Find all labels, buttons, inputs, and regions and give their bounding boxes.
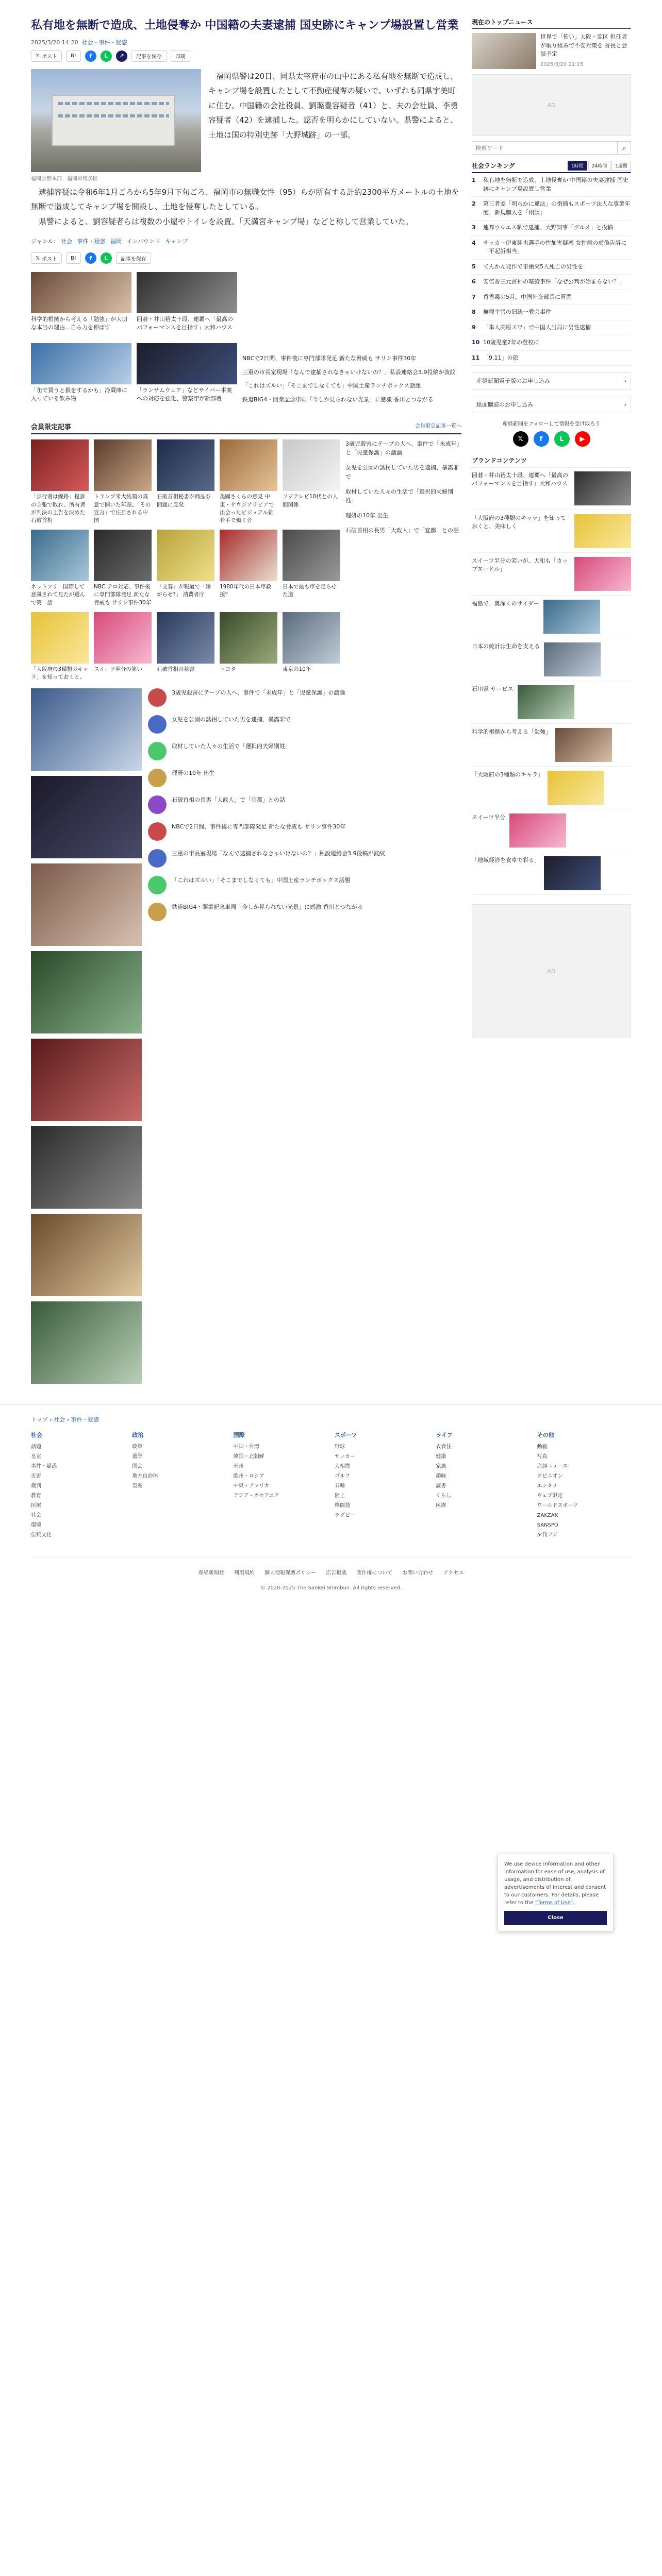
brand-item[interactable]: スイーツ半分の笑いが、大和も「カップヌードル」: [472, 553, 631, 596]
news-link[interactable]: 取材していた人々の生活で「選択的夫婦別姓」: [345, 488, 453, 504]
recommend-card[interactable]: 「缶で買うと損をするかも」冷蔵庫に入っている飲み物: [31, 343, 131, 409]
story-photo[interactable]: [31, 863, 142, 946]
footer-col: 社会 話題 皇室 事件・疑惑 災害 裁判 教育 医療 社会 環境 伝統文化: [31, 1432, 57, 1538]
article-card[interactable]: フジテレビ10代との人間関係: [283, 439, 340, 524]
breadcrumb-link[interactable]: 事件・疑惑: [71, 1416, 100, 1423]
tag-list: ジャンル： 社会 事件・疑惑 福岡 インバウンド キャンプ: [31, 238, 188, 245]
sidebar: [472, 0, 631, 1384]
share-bar: [31, 50, 461, 62]
post-button[interactable]: 𝕏 ポスト: [31, 252, 62, 264]
tag-link[interactable]: 事件・疑惑: [77, 238, 106, 245]
ranking-item[interactable]: 6 安倍晋三元首相の暗殺事件「なぜ公判が始まらない？」: [472, 275, 631, 290]
article-card[interactable]: 石破首相の秘書: [157, 612, 214, 681]
members-grid: [31, 439, 340, 681]
breadcrumb: トップ › 社会 › 事件・疑惑: [31, 1416, 100, 1423]
footer-link[interactable]: 著作権について: [356, 1570, 393, 1577]
ad-slot: AD: [472, 74, 631, 136]
mid-list: [345, 439, 461, 681]
print-button[interactable]: 印刷: [171, 50, 190, 62]
more-stories: [31, 688, 461, 1384]
story-photo[interactable]: [31, 1126, 142, 1209]
main-column: [31, 0, 461, 1384]
story-row[interactable]: 鉄道BIG4・開業記念車両「今しか見られない光景」に感激 香川とつながる: [148, 903, 457, 921]
brand-item[interactable]: スイーツ半分: [472, 809, 631, 852]
search-input[interactable]: [472, 141, 618, 155]
article-body-lead: [208, 69, 461, 182]
save-article-button[interactable]: 記事を保存: [131, 50, 167, 62]
x-icon: 𝕏: [36, 255, 40, 261]
tab-1w[interactable]: 1週間: [611, 161, 631, 171]
story-row[interactable]: 女児を公園の誘拐していた男を逮捕、暴露罪で: [148, 715, 457, 734]
chevron-right-icon: ›: [624, 377, 626, 384]
article-meta: [31, 38, 461, 46]
story-list: [148, 688, 457, 1384]
recommend-card[interactable]: 科学的根拠から考える「勉強」が大切な本当の理由…自ら力を伸ばす: [31, 272, 131, 338]
article-card[interactable]: 日本で最も車を走らせた道: [283, 530, 340, 607]
members-section-head: 会員限定記事 会員限定記事一覧へ: [31, 421, 461, 434]
more-link[interactable]: 会員限定記事一覧へ: [415, 423, 461, 430]
hatena-button[interactable]: B!: [66, 252, 81, 264]
footer-link[interactable]: 個人情報保護ポリシー: [264, 1570, 317, 1577]
brand-item[interactable]: 「大阪府の3種類のキャラ」: [472, 767, 631, 809]
news-link[interactable]: 3歳児殺害にテーブの人へ、事件で「未成年」と「児童保護」の議論: [345, 440, 459, 456]
subscribe-paper-button[interactable]: 紙面購読のお申し込み ›: [472, 396, 631, 413]
facebook-icon[interactable]: f: [85, 50, 96, 62]
brand-head: ブランドコンテンツ: [472, 456, 631, 467]
recommend-grid: [31, 272, 237, 409]
news-list: [242, 354, 459, 409]
brand-item[interactable]: 囲碁・井山裕太十段、連覇へ「最高のパフォーマンスを目指す」大和ハウス: [472, 467, 631, 510]
ranking-item[interactable]: 2 第三者委「明らかに違法」の指摘もスポーツ法人な事業年度、新規購入を「相談」: [472, 197, 631, 221]
search-icon: ⌕: [622, 144, 626, 151]
terms-link[interactable]: "Terms of Use".: [535, 1900, 575, 1906]
article-card[interactable]: 「歩行者は線路」提訴の主張で敗れ、所有者が判決の上告を決めた石破首相: [31, 439, 89, 524]
story-photo[interactable]: [31, 1039, 142, 1121]
article-body: [31, 185, 461, 229]
article-card[interactable]: 東京の10年: [283, 612, 340, 681]
facebook-icon[interactable]: f: [85, 252, 96, 264]
tag-link[interactable]: 社会: [61, 238, 73, 245]
article-lead: [31, 69, 461, 182]
brand-item[interactable]: 「大阪府の3種類のキャラ」を知っておくと、美味しく: [472, 510, 631, 553]
footer-links: [31, 1557, 631, 1576]
x-icon: 𝕏: [36, 53, 40, 59]
article-card[interactable]: 「文春」が報道で「嫌がらせ?」 消費者庁: [157, 530, 214, 607]
news-link[interactable]: 理研の10年 出生: [345, 512, 389, 519]
footer-link[interactable]: 産経新聞社: [198, 1570, 224, 1577]
ranking-item[interactable]: 1 私有地を無断で造成、土地侵奪か 中国籍の夫妻逮捕 国史跡にキャンプ場設置し営業: [472, 173, 631, 197]
ranking-item[interactable]: 9 「隼人高原スワ」で中国人当局に男性逮捕: [472, 320, 631, 336]
story-photo[interactable]: [31, 951, 142, 1033]
article-card[interactable]: トランプ米大統領の真意で開いた年頭、「その宣言」で注目される中国: [94, 439, 152, 524]
ranking-item[interactable]: 3 連邦ウルエス駅で逮捕、大野知事「グルメ」と投稿: [472, 221, 631, 236]
footer: [0, 1404, 662, 1614]
ranking-item[interactable]: 4 サッカー伊東純也選手の性加害疑惑 女性側の虚偽告訴に「不起訴相当」: [472, 236, 631, 260]
story-row[interactable]: 石破首相の長男「大政人」で「宜都」との話: [148, 795, 457, 814]
ranking-item[interactable]: 5 てんかん発作で車衝突5人死亡の男性を: [472, 260, 631, 275]
youtube-icon[interactable]: ▶: [575, 431, 590, 447]
copyright: © 2020-2025 The Sankei Shimbun. All rights reserved.: [260, 1585, 402, 1591]
brand-list: [472, 467, 631, 895]
brand-item[interactable]: 福島で、奥深くのサイダー: [472, 596, 631, 638]
ranking-item[interactable]: 8 無罪主張の旧統一教会事件: [472, 305, 631, 320]
footer-col: 政治 政策 選挙 国会 地方自治体 皇室: [132, 1432, 158, 1489]
sns-links: [472, 431, 631, 447]
footer-link[interactable]: アクセス: [443, 1570, 464, 1577]
recommend-section: [31, 272, 461, 409]
ranking-list: [472, 173, 631, 366]
top-news-photo: [472, 33, 536, 69]
hatena-button[interactable]: B!: [66, 50, 81, 62]
article-paragraph: 逮捕容疑は令和6年1月ごろから5年9月下旬ごろ、福岡市の無職女性（95）らが所有する計約2300平方メートルの土地を無断で造成してキャンプ場を開設し、土地を侵奪したとしている。: [31, 187, 459, 212]
article-card[interactable]: 美國さくらの意見 中東・サウジアラビアで出会ったビジュアル雑 若手で働く音: [220, 439, 277, 524]
footer-link[interactable]: 広告掲載: [326, 1570, 347, 1577]
article-title: 私有地を無断で造成、土地侵奪か 中国籍の夫妻逮捕 国史跡にキャンプ場設置し営業: [31, 19, 459, 32]
cookie-banner: We use device information and other information for ease of use, analysis of usage, and distribution of advertisements of interest and consent to our customers. For details, please refer to the "Terms of Use". Close: [498, 1854, 614, 1931]
footer-link[interactable]: お問い合わせ: [402, 1570, 434, 1577]
search-button[interactable]: [618, 141, 631, 155]
story-row[interactable]: 「これはズルい」「そこまでしなくても」中国土産ランチボックス話題: [148, 876, 457, 894]
top-news-head: 現在のトップニュース: [472, 18, 631, 29]
article-photo: [31, 69, 201, 172]
story-row[interactable]: 取材していた人々の生活で「選択的夫婦別姓」: [148, 742, 457, 760]
subscribe-digital-button[interactable]: 産経新聞電子版のお申し込み ›: [472, 372, 631, 389]
article-card[interactable]: スイーツ半分の笑い: [94, 612, 152, 681]
brand-item[interactable]: 「地域経済を食卓で彩る」: [472, 852, 631, 895]
ranking-item[interactable]: 7 香香毒の5月，中国外交部長に質問: [472, 290, 631, 306]
story-row[interactable]: 3歳児殺害にテーブの人へ、事件で「未成年」と「児童保護」の議論: [148, 688, 457, 707]
tab-1h[interactable]: 1時間: [568, 161, 587, 171]
footer-columns: [31, 1431, 631, 1540]
photo-caption: 福岡県警本部＝福岡市博多区: [31, 176, 98, 182]
news-link[interactable]: 三重の市長室現場「なんで逮捕されなきゃいけないの？」私設連絡会3.9投稿が波紋: [242, 368, 456, 376]
share-icon[interactable]: ↗: [116, 50, 127, 62]
ranking-item[interactable]: 10 10歳児童2年の登校に: [472, 335, 631, 351]
top-news-item[interactable]: 世界で「怖い」大阪・淀区 担任者が取り組みで不安対策を 首長と会談予定 2025/3/20 21:15: [472, 33, 631, 69]
cookie-close-button[interactable]: Close: [504, 1911, 607, 1925]
story-row[interactable]: 三重の市長室現場「なんで逮捕されなきゃいけないの？」私設連絡会3.9投稿が波紋: [148, 849, 457, 868]
news-link[interactable]: 鉄道BIG4・開業記念車両「今しか見られない光景」に感激 香川とつながる: [242, 396, 434, 403]
search-box: [472, 141, 631, 155]
article-category[interactable]: 社会・事件・疑惑: [81, 39, 127, 46]
article-card[interactable]: 1980年代の日本車救援？: [220, 530, 277, 607]
ad-slot: AD: [472, 904, 631, 1038]
article-card[interactable]: 石破首相秘書が商品券問題に反発: [157, 439, 214, 524]
footer-link[interactable]: 利用規約: [234, 1570, 255, 1577]
article-card[interactable]: トヨタ: [220, 612, 277, 681]
line-icon[interactable]: L: [101, 252, 112, 264]
recommend-card[interactable]: 「ランサムウェア」などサイバー事案への対応を強化、警察庁が新部署: [137, 343, 237, 409]
story-photo[interactable]: [31, 776, 142, 858]
article-date: 2025/3/20 14:20: [31, 39, 78, 46]
article-card[interactable]: ネットフリ一国際して意識されて見たが選んで第一話: [31, 530, 89, 607]
tag-link[interactable]: キャンプ: [165, 238, 188, 245]
footer-col: その他 動画 写真 産経ニュース オピニオン エンタメ ウェブ限定 ワールドスポーツ ZAKZAK SANSPO 夕刊フジ: [537, 1432, 578, 1538]
brand-item[interactable]: 科学的根拠から考える「勉強」: [472, 724, 631, 767]
footer-col: ライフ 衣食住 健康 家族 趣味 読書 くらし 医療: [436, 1432, 453, 1509]
tab-24h[interactable]: 24時間: [588, 161, 610, 171]
line-icon[interactable]: L: [101, 50, 112, 62]
article-card[interactable]: 「大阪府の3種類のキャラ」を知っておくと、: [31, 612, 89, 681]
story-photo[interactable]: [31, 1301, 142, 1384]
ranking-head: 社会ランキング 1時間 24時間 1週間: [472, 161, 631, 173]
chevron-right-icon: ›: [624, 401, 626, 408]
footer-col: スポーツ 野球 サッカー 大相撲 ゴルフ 五輪 陸上 格闘技 ラグビー: [334, 1432, 357, 1519]
brand-item[interactable]: 日本の統計は生命を支える: [472, 638, 631, 681]
ranking-item[interactable]: 11 「9.11」の旅: [472, 351, 631, 366]
news-link[interactable]: 石破首相の長男「大政人」で「宜都」との話: [345, 527, 459, 534]
follow-label: 産経新聞をフォローして情報を受け取ろう: [502, 421, 601, 427]
save-article-button[interactable]: 記事を保存: [116, 252, 151, 264]
share-bar-bottom: [31, 252, 461, 264]
x-icon[interactable]: 𝕏: [513, 431, 528, 447]
article-paragraph: 県警によると、劉容疑者らは複数の小屋やトイレを設置。「天満宮キャンプ場」などと称して営業していた。: [39, 216, 413, 226]
article-card[interactable]: NBC テロ対応、事件後に専門部隊発足 新たな脅威も サリン事件30年: [94, 530, 152, 607]
story-photo[interactable]: [31, 688, 142, 771]
article-paragraph: 福岡県警は20日、同県太宰府市の山中にある私有地を無断で造成し、キャンプ場を設置したとして不動産侵奪の疑いで、いずれも同県宇美町に住む、中国籍の会社役員、劉璐豊容疑者（41）と、夫の会社員、李勇容疑者（42）を逮捕した。認否を明らかにしていない。県警によると、土地は国の特別史跡「大野城跡」の一部。: [208, 71, 458, 140]
recommend-card[interactable]: 囲碁・井山裕太十段、連覇へ「最高のパフォーマンスを目指す」大和ハウス: [137, 272, 237, 338]
news-link[interactable]: 女児を公園の誘拐していた男を逮捕、暴露罪で: [345, 464, 459, 480]
line-icon[interactable]: L: [554, 431, 570, 447]
breadcrumb-link[interactable]: トップ: [31, 1416, 48, 1423]
brand-item[interactable]: 石川県 サービス: [472, 681, 631, 724]
tag-link[interactable]: 福岡: [110, 238, 122, 245]
article-figure: [31, 69, 201, 182]
breadcrumb-link[interactable]: 社会: [54, 1416, 65, 1423]
facebook-icon[interactable]: f: [534, 431, 549, 447]
post-button[interactable]: 𝕏 ポスト: [31, 50, 62, 62]
story-photo[interactable]: [31, 1214, 142, 1296]
footer-col: 国際 中国・台湾 韓国・北朝鮮 米州 欧州・ロシア 中東・アフリカ アジア・オセアニア: [233, 1432, 279, 1499]
story-row[interactable]: NBCで2日間、事件後に専門部隊発足 新たな脅威も サリン事件30年: [148, 822, 457, 841]
tag-link[interactable]: インバウンド: [126, 238, 160, 245]
story-row[interactable]: 理研の10年 出生: [148, 769, 457, 787]
news-link[interactable]: NBCで2日間、事件後に専門部隊発足 新たな脅威も サリン事件30年: [242, 355, 417, 362]
news-link[interactable]: 「これはズルい」「そこまでしなくても」中国土産ランチボックス話題: [242, 382, 421, 389]
story-photos: [31, 688, 142, 1384]
ranking-tabs: [568, 161, 631, 171]
